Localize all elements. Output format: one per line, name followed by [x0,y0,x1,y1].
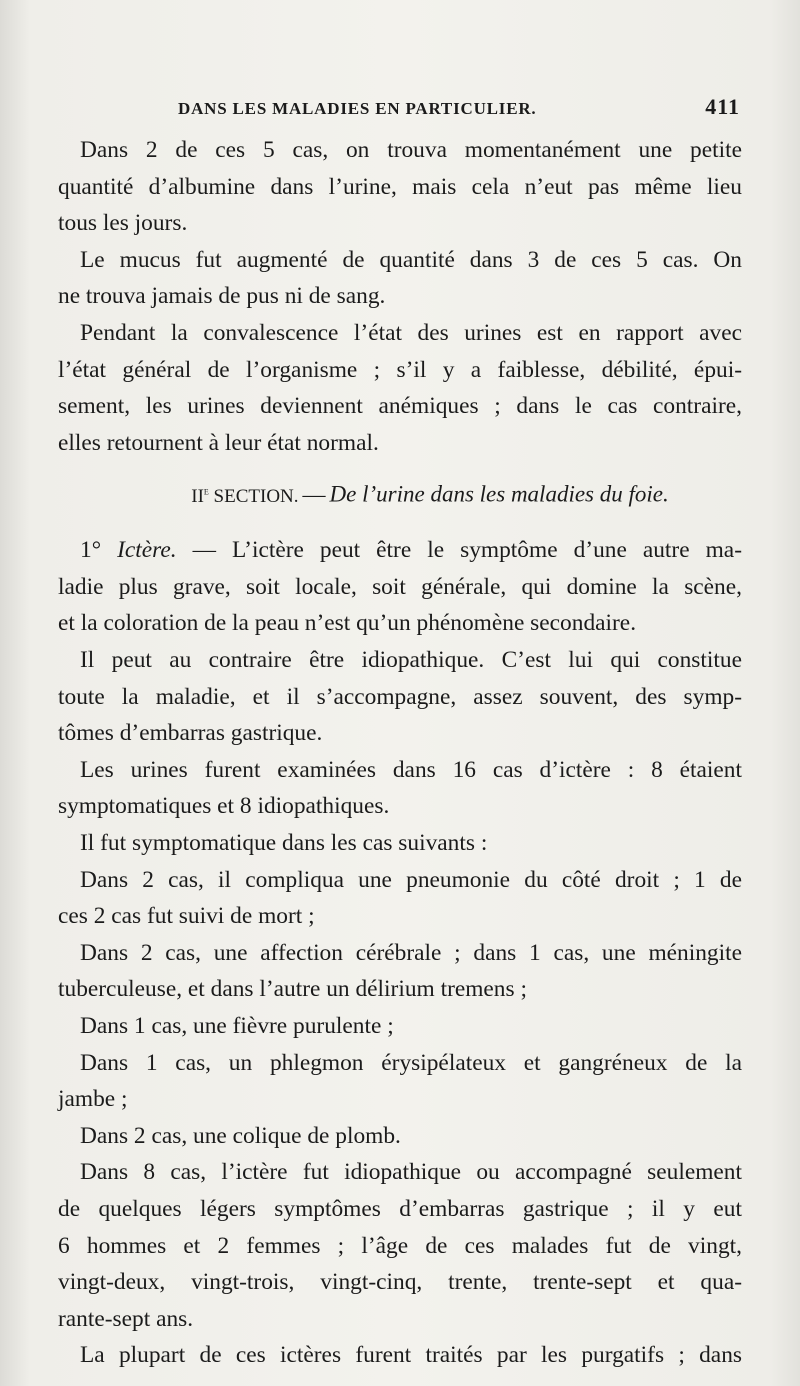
page-body [58,132,742,1374]
text-line: l’état général de l’organisme ; s’il y a faiblesse, débilité, épui- [58,356,742,383]
paragraph [58,132,742,242]
text-line: jambe ; [58,1086,128,1113]
text-line: Il fut symptomatique dans les cas suivants : [80,830,488,857]
text-line: elles retournent à leur état normal. [58,429,379,456]
text-line: Dans 2 cas, il compliqua une pneumonie du côté droit ; 1 de [80,866,742,893]
item-text: L’ictère peut être le symptôme d’une autre ma- [232,537,742,564]
section-dash: — [302,481,326,507]
page-header [178,94,740,120]
text-line: symptomatiques et 8 idiopathiques. [58,793,390,820]
section-title: De l’urine dans les maladies du foie. [329,481,669,507]
text-line: La plupart de ces ictères furent traités par les purgatifs ; dans [80,1342,742,1369]
text-line: tômes d’embarras gastrique. [58,720,323,747]
text-line: Dans 1 cas, une fièvre purulente ; [80,1012,394,1039]
text-line: Il peut au contraire être idiopathique. C’est lui qui constitue [80,647,742,674]
text-line: toute la maladie, et il s’accompagne, assez souvent, des symp- [58,683,742,710]
item-dash: — [192,537,216,564]
text-line: Dans 2 cas, une colique de plomb. [80,1122,401,1149]
paragraph [58,825,742,862]
section-numeral: II [191,485,204,507]
item-number: 1° [80,537,102,564]
text-line [58,532,742,569]
text-line: tuberculeuse, et dans l’autre un délirium tremens ; [58,976,527,1003]
paragraph [58,1118,742,1155]
paragraph [58,935,742,1008]
paragraph [58,1154,742,1337]
text-line: de quelques légers symptômes d’embarras gastrique ; il y eut [58,1195,742,1222]
text-line: Dans 2 cas, une affection cérébrale ; dans 1 cas, une méningite [80,939,742,966]
paragraph [58,1337,742,1374]
item-label: Ictère. [117,537,177,564]
paragraph [58,532,742,642]
running-title: DANS LES MALADIES EN PARTICULIER. [178,99,537,118]
section-heading [58,473,742,515]
text-line: quantité d’albumine dans l’urine, mais cela n’eut pas même lieu [58,173,742,200]
text-line: rante-sept ans. [58,1305,194,1332]
text-line: ne trouva jamais de pus ni de sang. [58,283,386,310]
text-line: ces 2 cas fut suivi de mort ; [58,903,315,930]
paragraph [58,315,742,461]
paragraph [58,642,742,752]
text-line: et la coloration de la peau n’est qu’un phénomène secondaire. [58,610,637,637]
text-line: Dans 8 cas, l’ictère fut idiopathique ou accompagné seulement [80,1159,742,1186]
page-number: 411 [705,94,740,119]
text-line: tous les jours. [58,210,188,237]
section-numeral-suffix: e [203,485,209,498]
text-line: Dans 1 cas, un phlegmon érysipélateux et gangréneux de la [80,1049,742,1076]
text-line: Le mucus fut augmenté de quantité dans 3 de ces 5 cas. On [80,246,742,273]
paragraph [58,862,742,935]
text-line: vingt-deux, vingt-trois, vingt-cinq, trente, trente-sept et qua- [58,1269,742,1296]
section-word: SECTION. [213,485,299,507]
paragraph [58,1008,742,1045]
text-line: Dans 2 de ces 5 cas, on trouva momentanément une petite [80,137,742,163]
paragraph [58,242,742,315]
text-line: Pendant la convalescence l’état des urines est en rapport avec [80,319,742,346]
text-line: ladie plus grave, soit locale, soit générale, qui domine la scène, [58,573,742,600]
text-line: sement, les urines deviennent anémiques ; dans le cas contraire, [58,393,742,420]
section-label [191,486,298,507]
paragraph [58,1045,742,1118]
text-line: 6 hommes et 2 femmes ; l’âge de ces malades fut de vingt, [58,1232,742,1259]
paragraph [58,752,742,825]
text-line: Les urines furent examinées dans 16 cas d’ictère : 8 étaient [80,756,742,783]
